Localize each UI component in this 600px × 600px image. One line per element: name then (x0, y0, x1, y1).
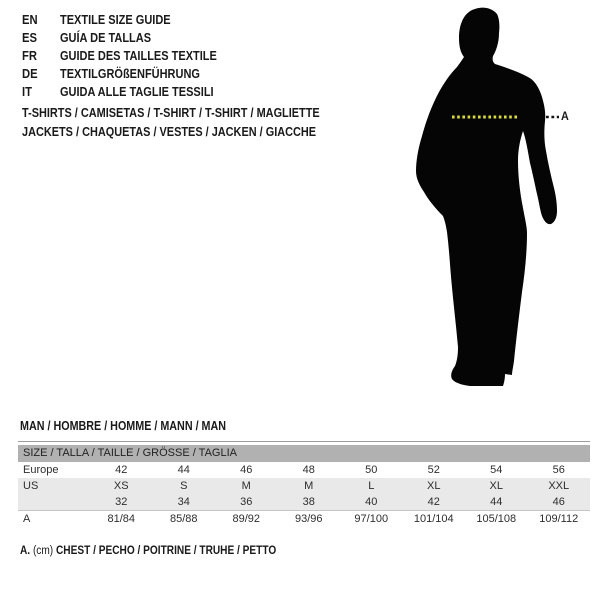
language-row-en (22, 11, 238, 29)
table-row-chest (18, 511, 590, 528)
table-header: SIZE / TALLA / TAILLE / GRÖSSE / TAGLIA (18, 445, 590, 462)
chest-footnote (20, 545, 276, 557)
language-label: GUIDE DES TAILLES TEXTILE (60, 49, 217, 63)
table-cell: 56 (552, 464, 565, 476)
language-label: GUÍA DE TALLAS (60, 31, 152, 45)
language-row-fr (22, 47, 238, 65)
language-row-it (22, 83, 238, 101)
footnote-label: A. (20, 545, 31, 557)
table-cell: S (180, 480, 188, 492)
language-code: IT (22, 85, 32, 99)
man-silhouette-figure (400, 0, 600, 400)
section-title-man: MAN / HOMBRE / HOMME / MANN / MAN (20, 419, 227, 433)
language-code: FR (22, 49, 38, 63)
language-row-es (22, 29, 238, 47)
table-cell: 85/88 (169, 513, 198, 525)
table-cell: 38 (302, 496, 315, 508)
table-cell: 52 (427, 464, 440, 476)
table-cell: 54 (490, 464, 503, 476)
table-row-us-numbers (18, 494, 590, 511)
table-cell: M (241, 480, 251, 492)
language-label: TEXTILGRÖßENFÜHRUNG (60, 67, 200, 81)
jackets-line: JACKETS / CHAQUETAS / VESTES / JACKEN / GIACCHE (22, 123, 317, 139)
language-list (22, 11, 238, 101)
table-cell: 40 (365, 496, 378, 508)
table-cell: 46 (552, 496, 565, 508)
table-cell: 81/84 (107, 513, 136, 525)
row-label: Europe (23, 464, 59, 476)
table-cell: XS (113, 480, 129, 492)
table-cell: M (304, 480, 314, 492)
footnote-text: CHEST / PECHO / POITRINE / TRUHE / PETTO (55, 545, 277, 557)
table-cell: 93/96 (294, 513, 323, 525)
table-cell: XL (489, 480, 503, 492)
table-cell: 46 (240, 464, 253, 476)
table-cell: 36 (240, 496, 253, 508)
table-cell: 44 (177, 464, 190, 476)
tshirts-line: T-SHIRTS / CAMISETAS / T-SHIRT / T-SHIRT / MAGLIETTE (22, 105, 320, 120)
language-code: DE (22, 67, 38, 81)
table-cell: 109/112 (539, 513, 579, 525)
table-row-europe (18, 462, 590, 478)
table-cell: 42 (427, 496, 440, 508)
language-code: EN (22, 13, 38, 27)
table-cell: 97/100 (354, 513, 389, 525)
language-code: ES (22, 31, 38, 45)
language-row-de (22, 65, 238, 83)
size-table (18, 441, 590, 528)
table-cell: 44 (490, 496, 503, 508)
table-cell: XXL (548, 480, 570, 492)
table-cell: 105/108 (476, 513, 517, 525)
measure-a-label: A (561, 109, 569, 123)
table-cell: L (368, 480, 375, 492)
table-cell: 89/92 (232, 513, 261, 525)
language-label: TEXTILE SIZE GUIDE (60, 13, 171, 27)
table-cell: XL (427, 480, 441, 492)
table-cell: 34 (177, 496, 190, 508)
language-label: GUIDA ALLE TAGLIE TESSILI (60, 85, 214, 99)
table-row-us-letters (18, 478, 590, 494)
garment-type-lines (22, 104, 376, 141)
row-label (18, 494, 90, 510)
table-cell: 48 (302, 464, 315, 476)
row-label: A (23, 513, 31, 525)
table-cell: 32 (115, 496, 128, 508)
row-label: US (23, 480, 39, 492)
table-cell: 42 (115, 464, 128, 476)
table-cell: 50 (365, 464, 378, 476)
man-silhouette (416, 8, 557, 386)
footnote-unit: (cm) (32, 545, 54, 557)
table-cell: 101/104 (413, 513, 454, 525)
